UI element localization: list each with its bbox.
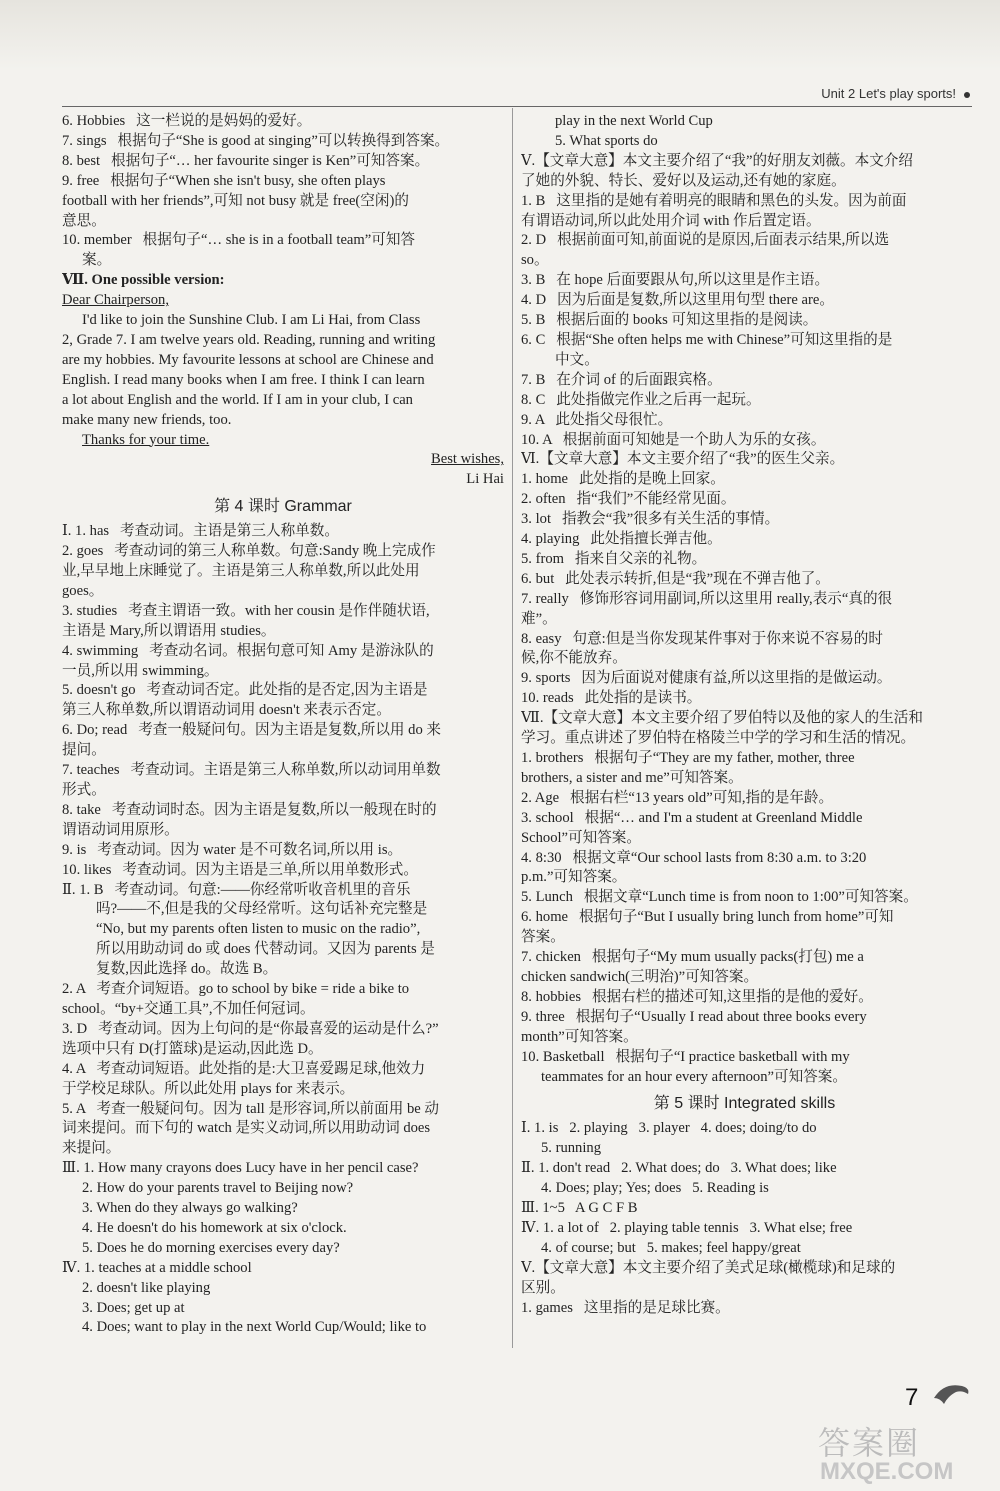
left-line: 7. sings 根据句子“She is good at singing”可以转换得到答案。 <box>62 132 450 149</box>
right-line: so。 <box>521 252 549 269</box>
header-rule <box>62 106 972 107</box>
left-line: 6. Do; read 考查一般疑问句。因为主语是复数,所以用 do 来 <box>62 722 442 739</box>
right-line: 5. B 根据后面的 books 可知这里指的是阅读。 <box>521 312 818 329</box>
left-line: 7. teaches 考查动词。主语是第三人称单数,所以动词用单数 <box>62 762 441 779</box>
right-line: Ⅶ.【文章大意】本文主要介绍了罗伯特以及他的家人的生活和 <box>521 710 923 727</box>
right-line: 5. from 指来自父亲的礼物。 <box>521 550 707 567</box>
left-answers-part1 <box>62 112 504 490</box>
left-line: 案。 <box>82 252 112 269</box>
right-line: Ⅴ.【文章大意】本文主要介绍了美式足球(橄榄球)和足球的 <box>521 1259 896 1276</box>
right-line: 2. often 指“我们”不能经常见面。 <box>521 491 736 508</box>
right-line: 8. easy 句意:但是当你发现某件事对于你来说不容易的时 <box>521 630 883 647</box>
right-column <box>521 112 968 1318</box>
left-line: 10. member 根据句子“… she is in a football team”可知答 <box>62 232 416 249</box>
right-line: 候,你不能放弃。 <box>521 650 627 667</box>
left-line: 主语是 Mary,所以谓语用 studies。 <box>62 622 276 639</box>
right-line: 3. school 根据“… and I'm a student at Greenland Middle <box>521 809 863 826</box>
right-line: 5. What sports do <box>555 132 658 149</box>
right-line: 4. 8:30 根据文章“Our school lasts from 8:30 a.m. to 3:20 <box>521 849 867 866</box>
left-line: 于学校足球队。所以此处用 plays for 来表示。 <box>62 1080 355 1097</box>
dolphin-logo-icon <box>932 1378 972 1408</box>
left-line: Ⅳ. 1. teaches at a middle school <box>62 1259 252 1276</box>
right-line: 5. Lunch 根据文章“Lunch time is from noon to 1:00”可知答案。 <box>521 889 918 906</box>
right-line: Ⅱ. 1. don't read 2. What does; do 3. What does; like <box>521 1160 837 1177</box>
left-line: 2. goes 考查动词的第三人称单数。句意:Sandy 晚上完成作 <box>62 543 436 560</box>
left-line: 词来提问。而下句的 watch 是实义动词,所以用助动词 does <box>62 1120 431 1137</box>
right-line: play in the next World Cup <box>555 113 713 129</box>
left-line: “No, but my parents often listen to music on the radio”, <box>96 921 421 938</box>
right-line: 4. Does; play; Yes; does 5. Reading is <box>541 1180 769 1197</box>
left-line: 吗?——不,但是我的父母经常听。这句话补充完整是 <box>96 901 428 918</box>
page-number: 7 <box>905 1384 919 1411</box>
right-answers-part1 <box>521 112 968 1087</box>
left-answers-part2 <box>62 522 504 1338</box>
left-line: 3. When do they always go walking? <box>82 1200 298 1217</box>
right-line: 3. B 在 hope 后面要跟从句,所以这里是作主语。 <box>521 272 830 289</box>
left-line: 形式。 <box>62 782 106 798</box>
right-line: 难”。 <box>521 610 557 627</box>
right-line: 7. chicken 根据句子“My mum usually packs(打包) me a <box>521 949 864 966</box>
left-line: 复数,因此选择 do。故选 B。 <box>96 961 278 978</box>
left-line: 来提问。 <box>62 1140 121 1157</box>
right-line: Ⅳ. 1. a lot of 2. playing table tennis 3. What else; free <box>521 1219 853 1236</box>
left-line: 提问。 <box>62 742 106 759</box>
left-line: 2, Grade 7. I am twelve years old. Reading, running and writing <box>62 331 436 348</box>
right-line: Ⅰ. 1. is 2. playing 3. player 4. does; doing/to do <box>521 1120 817 1137</box>
right-line: 6. C 根据“She often helps me with Chinese”可知这里指的是 <box>521 331 893 348</box>
right-line: 2. Age 根据右栏“13 years old”可知,指的是年龄。 <box>521 789 834 806</box>
section-heading-lesson5: 第 5 课时 Integrated skills <box>653 1095 836 1113</box>
left-line: 2. A 考查介词短语。go to school by bike = ride a bike to <box>62 981 410 998</box>
left-line: 4. Does; want to play in the next World Cup/Would; like to <box>82 1319 427 1336</box>
left-line: 4. swimming 考查动名词。根据句意可知 Amy 是游泳队的 <box>62 642 434 659</box>
left-line: 8. take 考查动词时态。因为主语是复数,所以一般现在时的 <box>62 801 437 818</box>
left-line: Ⅲ. 1. How many crayons does Lucy have in her pencil case? <box>62 1160 419 1177</box>
right-line: 答案。 <box>521 929 565 946</box>
right-line: Ⅵ.【文章大意】本文主要介绍了“我”的医生父亲。 <box>521 451 845 468</box>
right-line: 2. D 根据前面可知,前面说的是原因,后面表示结果,所以选 <box>521 232 890 249</box>
left-line: Ⅱ. 1. B 考查动词。句意:——你经常听收音机里的音乐 <box>62 881 411 898</box>
left-line: 5. Does he do morning exercises every day? <box>82 1239 340 1256</box>
left-line: 6. Hobbies 这一栏说的是妈妈的爱好。 <box>62 113 312 129</box>
left-line: 5. doesn't go 考查动词否定。此处指的是否定,因为主语是 <box>62 682 428 699</box>
right-line: 9. sports 因为后面说对健康有益,所以这里指的是做运动。 <box>521 670 892 687</box>
binding-strip <box>0 0 1000 70</box>
left-line: Best wishes, <box>431 451 504 468</box>
left-line: 2. How do your parents travel to Beijing now? <box>82 1180 354 1197</box>
right-line: 10. reads 此处指的是读书。 <box>521 690 702 707</box>
left-line: 3. studies 考查主谓语一致。with her cousin 是作伴随状语, <box>62 602 430 619</box>
left-line: Li Hai <box>466 471 504 488</box>
right-answers-part2 <box>521 1119 968 1318</box>
right-line: Ⅲ. 1~5 A G C F B <box>521 1200 638 1217</box>
right-line: 1. games 这里指的是足球比赛。 <box>521 1299 730 1316</box>
right-line: 1. home 此处指的是晚上回家。 <box>521 471 725 488</box>
right-line: 6. but 此处表示转折,但是“我”现在不弹吉他了。 <box>521 570 830 587</box>
right-line: brothers, a sister and me”可知答案。 <box>521 769 743 786</box>
left-line: 3. D 考查动词。因为上句问的是“你最喜爱的运动是什么?” <box>62 1020 439 1037</box>
left-line: 业,早早地上床睡觉了。主语是第三人称单数,所以此处用 <box>62 563 420 580</box>
right-line: month”可知答案。 <box>521 1028 638 1045</box>
left-line: are my hobbies. My favourite lessons at school are Chinese and <box>62 351 434 368</box>
unit-title: Unit 2 Let's play sports! <box>821 86 956 101</box>
right-line: 4. of course; but 5. makes; feel happy/great <box>541 1239 801 1256</box>
right-line: 区别。 <box>521 1279 565 1296</box>
left-line: English. I read many books when I am free. I think I can learn <box>62 371 425 388</box>
right-line: 10. A 根据前面可知她是一个助人为乐的女孩。 <box>521 431 826 448</box>
left-line: 9. free 根据句子“When she isn't busy, she often plays <box>62 172 386 189</box>
right-line: 8. hobbies 根据右栏的描述可知,这里指的是他的爱好。 <box>521 988 873 1005</box>
right-line: 了她的外貌、特长、爱好以及运动,还有她的家庭。 <box>521 172 846 189</box>
right-line: 1. brothers 根据句子“They are my father, mother, three <box>521 750 855 766</box>
left-column <box>62 112 504 1338</box>
right-line: 学习。重点讲述了罗伯特在格陵兰中学的学习和生活的情况。 <box>521 730 916 747</box>
left-line: 一员,所以用 swimming。 <box>62 662 219 679</box>
left-line: 8. best 根据句子“… her favourite singer is Ken”可知答案。 <box>62 152 430 169</box>
left-line: 意思。 <box>62 212 106 229</box>
right-line: 4. playing 此处指擅长弹吉他。 <box>521 531 722 548</box>
left-line: 选项中只有 D(打篮球)是运动,因此选 D。 <box>62 1040 323 1057</box>
right-line: 9. three 根据句子“Usually I read about three books every <box>521 1008 867 1025</box>
column-divider <box>512 108 513 1348</box>
right-line: 1. B 这里指的是她有着明亮的眼睛和黑色的头发。因为前面 <box>521 192 907 209</box>
left-line: a lot about English and the world. If I am in your club, I can <box>62 391 413 408</box>
left-line: 3. Does; get up at <box>82 1299 185 1316</box>
left-line: Ⅰ. 1. has 考查动词。主语是第三人称单数。 <box>62 523 339 540</box>
left-line: 9. is 考查动词。因为 water 是不可数名词,所以用 is。 <box>62 841 403 858</box>
right-line: Ⅴ.【文章大意】本文主要介绍了“我”的好朋友刘薇。本文介绍 <box>521 152 913 169</box>
right-line: teammates for an hour every afternoon”可知答案。 <box>541 1068 847 1085</box>
left-line: goes。 <box>62 582 104 599</box>
left-line: Dear Chairperson, <box>62 292 169 309</box>
right-line: chicken sandwich(三明治)”可知答案。 <box>521 968 759 985</box>
right-line: School”可知答案。 <box>521 829 641 846</box>
watermark-text: 答案圈 <box>818 1424 921 1462</box>
right-line: 5. running <box>541 1140 601 1157</box>
right-line: 8. C 此处指做完作业之后再一起玩。 <box>521 391 761 408</box>
right-line: 9. A 此处指父母很忙。 <box>521 411 673 428</box>
left-line: 5. A 考查一般疑问句。因为 tall 是形容词,所以前面用 be 动 <box>62 1100 440 1117</box>
right-line: p.m.”可知答案。 <box>521 869 627 886</box>
running-header <box>821 86 970 101</box>
right-line: 4. D 因为后面是复数,所以这里用句型 there are。 <box>521 292 834 309</box>
left-line: 第三人称单数,所以谓语动词用 doesn't 来表示否定。 <box>62 702 391 719</box>
right-line: 中文。 <box>555 351 599 368</box>
right-line: 6. home 根据句子“But I usually bring lunch from home”可知 <box>521 909 894 926</box>
left-line: 谓语动词用原形。 <box>62 821 179 838</box>
right-line: 7. B 在介词 of 的后面跟宾格。 <box>521 371 722 388</box>
left-line: make many new friends, too. <box>62 411 232 428</box>
left-line: 4. He doesn't do his homework at six o'clock. <box>82 1219 347 1236</box>
right-line: 7. really 修饰形容词用副词,所以这里用 really,表示“真的很 <box>521 590 893 607</box>
left-line: 4. A 考查动词短语。此处指的是:大卫喜爱踢足球,他效力 <box>62 1060 426 1077</box>
section-heading-lesson4: 第 4 课时 Grammar <box>214 498 352 516</box>
bullet-icon <box>964 92 970 98</box>
left-line: I'd like to join the Sunshine Club. I am Li Hai, from Class <box>82 312 421 329</box>
left-line: school。“by+交通工具”,不加任何冠词。 <box>62 1000 315 1017</box>
left-line: 所以用助动词 do 或 does 代替动词。又因为 parents 是 <box>96 941 435 958</box>
right-line: 3. lot 指教会“我”很多有关生活的事情。 <box>521 511 780 528</box>
left-line: football with her friends”,可知 not busy 就是 free(空闲)的 <box>62 192 409 209</box>
watermark-url: MXQE.COM <box>820 1458 954 1485</box>
left-line: 10. likes 考查动词。因为主语是三单,所以用单数形式。 <box>62 861 418 878</box>
left-line: 2. doesn't like playing <box>82 1279 211 1296</box>
right-line: 有谓语动词,所以此处用介词 with 作后置定语。 <box>521 212 821 229</box>
left-line: Thanks for your time. <box>82 431 210 448</box>
right-line: 10. Basketball 根据句子“I practice basketball with my <box>521 1048 850 1065</box>
left-line: Ⅶ. One possible version: <box>62 272 225 289</box>
